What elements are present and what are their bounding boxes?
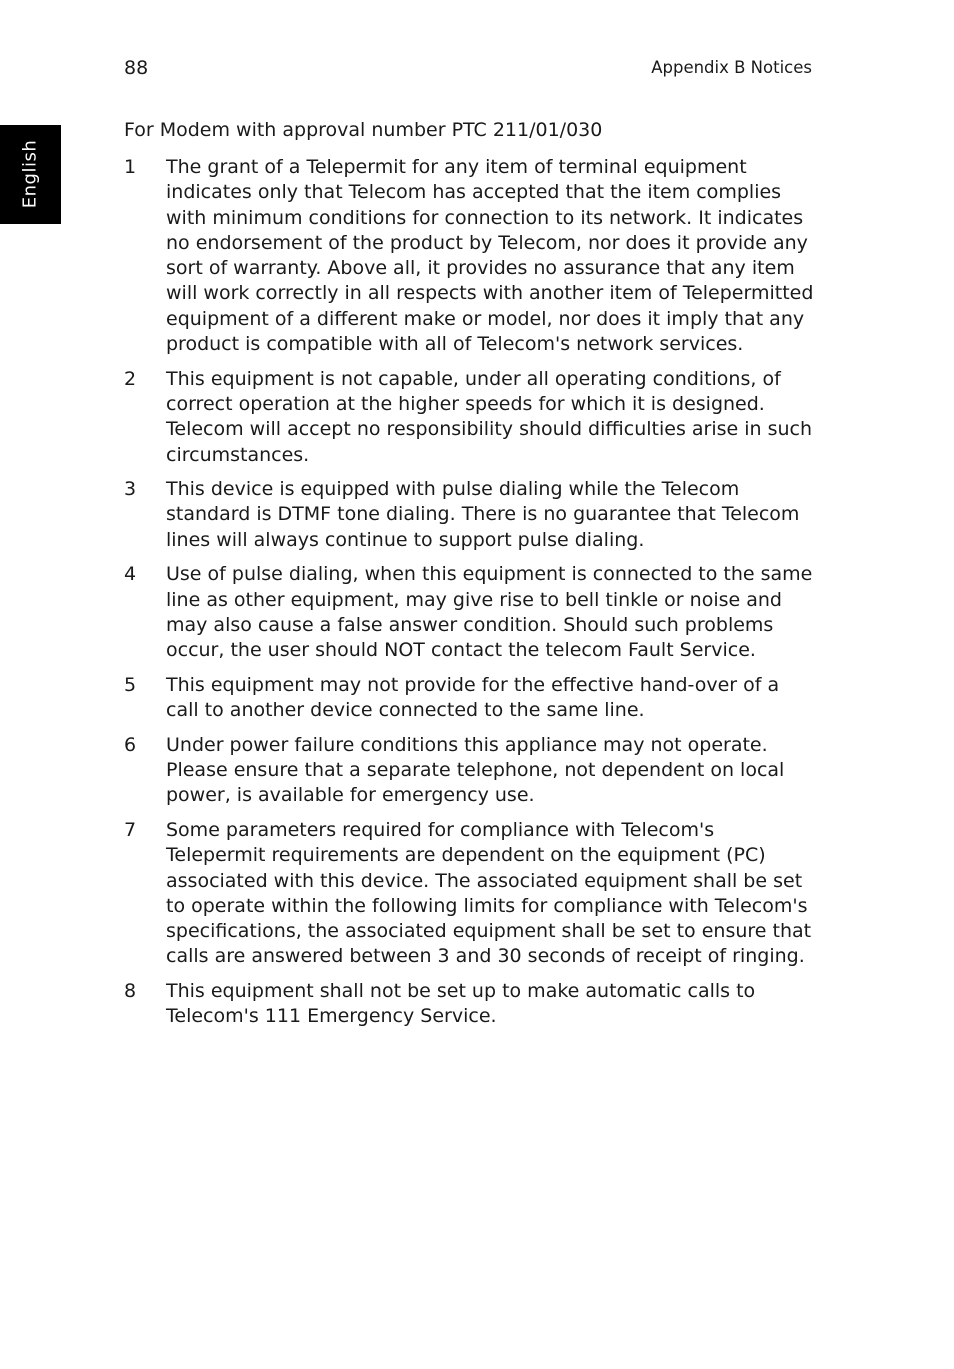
notice-text: This equipment shall not be set up to make automatic calls to Telecom's 111 Emergency Service.	[166, 979, 756, 1028]
notice-item-2	[124, 367, 814, 468]
notice-item-8	[124, 979, 814, 1030]
notice-text: Under power failure conditions this appliance may not operate. Please ensure that a separate telephone, not dependent on local power, is available for emergency use.	[166, 733, 785, 807]
section-intro: For Modem with approval number PTC 211/01/030	[124, 119, 603, 141]
notice-text: Some parameters required for compliance with Telecom's Telepermit requirements are dependent on the equipment (PC) associated with this device. The associated equipment shall be set to operate within the following limits for compliance with Telecom's specifications, the associated equipment shall be set to ensure that calls are answered between 3 and 30 seconds of receipt of ringing.	[166, 818, 812, 968]
notice-text: This device is equipped with pulse dialing while the Telecom standard is DTMF tone dialing. There is no guarantee that Telecom lines will always continue to support pulse dialing.	[166, 478, 800, 551]
notice-item-5	[124, 673, 814, 724]
notice-text: This equipment is not capable, under all operating conditions, of correct operation at the higher speeds for which it is designed. Telecom will accept no responsibility should difficulties arise in such circumstances.	[166, 367, 813, 466]
notice-number: 1	[124, 156, 137, 178]
notice-text: This equipment may not provide for the effective hand-over of a call to another device connected to the same line.	[166, 673, 780, 722]
notice-number: 8	[124, 979, 137, 1002]
language-tab-label: English	[19, 139, 41, 209]
notice-item-7	[124, 818, 814, 970]
notice-item-1	[124, 155, 814, 357]
running-header: Appendix B Notices	[651, 58, 812, 77]
notice-number: 5	[124, 673, 137, 696]
notice-number: 3	[124, 478, 137, 501]
notice-item-3	[124, 477, 814, 553]
page-number: 88	[124, 57, 149, 79]
notice-number: 2	[124, 367, 137, 390]
notice-list	[124, 155, 814, 1039]
notice-text: Use of pulse dialing, when this equipment is connected to the same line as other equipment, may give rise to bell tinkle or noise and may also cause a false answer condition. Should such problems occur, the user should NOT contact the telecom Fault Service.	[166, 563, 813, 662]
notice-number: 6	[124, 733, 137, 756]
notice-number: 4	[124, 563, 137, 586]
notice-number: 7	[124, 818, 137, 841]
notice-item-6	[124, 733, 814, 809]
notice-item-4	[124, 562, 814, 663]
notice-text: The grant of a Telepermit for any item of terminal equipment indicates only that Telecom has accepted that the item complies with minimum conditions for connection to its network. It indicates no endorsement of the product by Telecom, nor does it provide any sort of warranty. Above all, it provides no assurance that any item will work correctly in all respects with another item of Telepermitted equipment of a different make or model, nor does it imply that any product is compatible with all of Telecom's network services.	[166, 156, 814, 356]
